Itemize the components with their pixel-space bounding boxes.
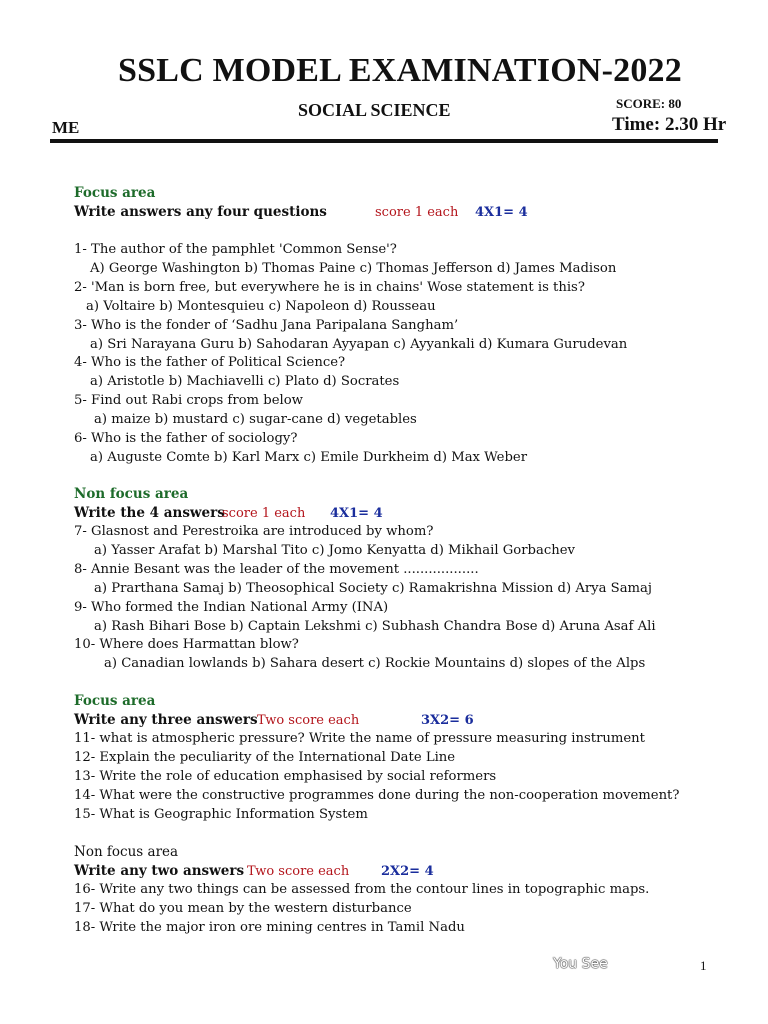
score-each-label: Two score each: [247, 864, 350, 879]
section-instruction-row: [74, 203, 627, 222]
question-line: 1- The author of the pamphlet 'Common Sense'?: [74, 242, 397, 257]
score-each-label: Two score each: [257, 713, 360, 728]
section-instruction: Write the 4 answers: [74, 505, 225, 521]
score-calc: 2X2= 4: [381, 864, 434, 879]
question-line: 11- what is atmospheric pressure? Write the name of pressure measuring instrument: [74, 731, 645, 746]
options-line: a) Sri Narayana Guru b) Sahodaran Ayyapan c) Ayyankali d) Kumara Gurudevan: [90, 336, 628, 352]
exam-title: SSLC MODEL EXAMINATION-2022: [118, 52, 682, 89]
section-instruction: Write answers any four questions: [74, 204, 327, 220]
options-line: a) Yasser Arafat b) Marshal Tito c) Jomo Kenyatta d) Mikhail Gorbachev: [94, 542, 575, 558]
options-line: a) Canadian lowlands b) Sahara desert c) Rockie Mountains d) slopes of the Alps: [104, 656, 646, 672]
question-line: 14- What were the constructive programmes done during the non-cooperation movement?: [74, 787, 680, 803]
options-line: a) Auguste Comte b) Karl Marx c) Emile Durkheim d) Max Weber: [90, 449, 528, 465]
score-each-label: score 1 each: [222, 506, 306, 521]
header-divider: [50, 139, 718, 143]
options-line: a) maize b) mustard c) sugar-cane d) vegetables: [94, 412, 417, 428]
question-line: 2- 'Man is born free, but everywhere he is in chains' Wose statement is this?: [74, 279, 585, 295]
options-line: a) Prarthana Samaj b) Theosophical Society c) Ramakrishna Mission d) Arya Samaj: [94, 580, 653, 596]
score-calc: 4X1= 4: [330, 506, 383, 521]
question-line: 16- Write any two things can be assessed from the contour lines in topographic maps.: [74, 882, 650, 897]
section-heading: Focus area: [74, 185, 156, 201]
score-calc: 3X2= 6: [421, 713, 474, 728]
score-calc: 4X1= 4: [475, 205, 528, 220]
section-instruction-row: [74, 504, 656, 523]
exam-time: Time: 2.30 Hr: [612, 114, 727, 135]
question-line: 9- Who formed the Indian National Army (INA): [74, 599, 389, 615]
question-line: 6- Who is the father of sociology?: [74, 431, 298, 447]
section-instruction-row: [74, 862, 649, 881]
section-heading: Focus area: [74, 693, 156, 709]
total-score: SCORE: 80: [616, 96, 682, 111]
options-line: A) George Washington b) Thomas Paine c) Thomas Jefferson d) James Madison: [90, 260, 617, 276]
section-heading: Non focus area: [74, 486, 189, 502]
question-line: 3- Who is the fonder of ‘Sadhu Jana Paripalana Sangham’: [74, 317, 459, 333]
options-line: a) Aristotle b) Machiavelli c) Plato d) Socrates: [90, 374, 400, 390]
exam-code: ME: [52, 118, 80, 137]
section-focus-1: [74, 184, 627, 468]
section-heading: Non focus area: [74, 844, 179, 860]
section-focus-2: [74, 692, 679, 825]
question-line: 13- Write the role of education emphasised by social reformers: [74, 768, 497, 784]
question-line: 15- What is Geographic Information System: [74, 806, 368, 822]
options-line: a) Rash Bihari Bose b) Captain Lekshmi c) Subhash Chandra Bose d) Aruna Asaf Ali: [94, 618, 656, 634]
section-instruction: Write any two answers: [74, 863, 245, 879]
question-line: 4- Who is the father of Political Science?: [74, 355, 346, 371]
question-line: 18- Write the major iron ore mining centres in Tamil Nadu: [74, 919, 465, 935]
section-nonfocus-2: [74, 843, 649, 938]
question-line: 7- Glasnost and Perestroika are introduced by whom?: [74, 524, 434, 539]
page-number: 1: [700, 958, 707, 973]
question-line: 5- Find out Rabi crops from below: [74, 393, 303, 409]
question-line: 8- Annie Besant was the leader of the movement ..................: [74, 561, 479, 577]
options-line: a) Voltaire b) Montesquieu c) Napoleon d) Rousseau: [86, 298, 436, 314]
question-line: 12- Explain the peculiarity of the International Date Line: [74, 749, 456, 765]
question-line: 17- What do you mean by the western disturbance: [74, 900, 412, 916]
section-nonfocus-1: [74, 485, 656, 674]
question-line: 10- Where does Harmattan blow?: [74, 637, 299, 653]
subject-title: SOCIAL SCIENCE: [298, 100, 451, 120]
score-each-label: score 1 each: [375, 205, 459, 220]
section-instruction-row: [74, 711, 679, 730]
section-instruction: Write any three answers: [74, 712, 258, 728]
footer-author: You See: [553, 956, 608, 972]
